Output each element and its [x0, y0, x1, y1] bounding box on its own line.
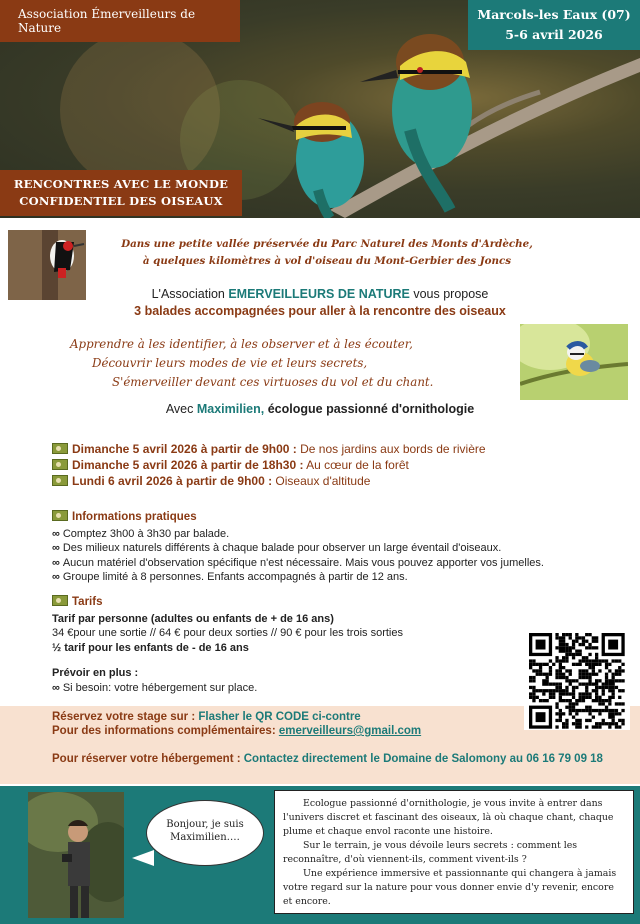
session-desc: Au cœur de la forêt: [303, 458, 409, 472]
speech-line: Maximilien….: [170, 832, 240, 843]
session-date: Dimanche 5 avril 2026 à partir de 9h00 :: [72, 442, 297, 456]
goal-line: Découvrir leurs modes de vie et leurs secrets,: [92, 356, 368, 370]
pricing-line: ½ tarif pour les enfants de - de 16 ans: [52, 641, 249, 654]
guide-bio: [274, 790, 634, 914]
infinity-icon: ∞: [52, 556, 60, 569]
info-title: Informations pratiques: [52, 510, 612, 525]
reserve-line: Réservez votre stage sur : Flasher le QR CODE ci-contre: [52, 711, 361, 723]
goal-line: Apprendre à les identifier, à les observer et à les écouter,: [70, 337, 413, 351]
session-date: Lundi 6 avril 2026 à partir de 9h00 :: [72, 474, 273, 488]
hero-banner: [0, 0, 640, 218]
speech-tail: [132, 850, 154, 866]
qr-code[interactable]: [524, 630, 630, 730]
session-item: [52, 473, 612, 489]
association-tag: Association Émerveilleurs de Nature: [0, 0, 240, 42]
intro-text: [92, 236, 562, 270]
info-item: ∞ Aucun matériel d'observation spécifique n'est nécessaire. Mais vous pouvez apporter vos jumelles.: [52, 556, 544, 569]
guide-prefix: Avec: [165, 402, 197, 416]
bio-paragraph: Une expérience immersive et passionnante qui changera à jamais votre regard sur la nature pour vous donner envie d'y revenir, encore et encore.: [283, 868, 617, 907]
session-desc: Oiseaux d'altitude: [272, 474, 371, 488]
session-desc: De nos jardins aux bords de rivière: [296, 442, 486, 456]
guide-name: Maximilien,: [196, 402, 265, 416]
speech-bubble: [146, 800, 264, 866]
bio-paragraph: Ecologue passionné d'ornithologie, je vous invite à entrer dans l'univers discret et fascinant des oiseaux, là où chaque chant, chaque plume et chaque envol raconte une histoire.: [283, 798, 614, 837]
session-item: [52, 457, 612, 473]
guide-line: [40, 402, 600, 416]
info-item: ∞ Des milieux naturels différents à chaque balade pour observer un large éventail d'oiseaux.: [52, 542, 502, 554]
sessions-list: [52, 441, 612, 489]
event-dates: 5-6 avril 2026: [505, 27, 603, 42]
extra-item: ∞ Si besoin: votre hébergement sur place.: [52, 681, 258, 694]
proposal-prefix: L'Association: [151, 287, 229, 301]
infinity-icon: ∞: [52, 681, 60, 694]
location-date-tag: [468, 0, 640, 50]
proposal: [40, 286, 600, 320]
calendar-bullet-icon: [52, 443, 68, 454]
location: Marcols-les Eaux (07): [477, 7, 631, 22]
guide-photo: [28, 792, 124, 918]
speech-line: Bonjour, je suis: [166, 819, 244, 830]
reserve-qr-text: Flasher le QR CODE ci-contre: [198, 711, 361, 723]
handwritten-goals: [70, 335, 500, 392]
intro-line: à quelques kilomètres à vol d'oiseau du Mont-Gerbier des Joncs: [142, 255, 512, 267]
pricing-line: 34 €pour une sortie // 64 € pour deux sorties // 90 € pour les trois sorties: [52, 627, 403, 639]
calendar-bullet-icon: [52, 510, 68, 521]
intro-line: Dans une petite vallée préservée du Parc Naturel des Monts d'Ardèche,: [121, 238, 533, 250]
goal-line: S'émerveiller devant ces virtuoses du vol et du chant.: [112, 375, 434, 389]
proposal-suffix: vous propose: [409, 287, 489, 301]
pricing-line: Tarif par personne (adultes ou enfants de + de 16 ans): [52, 612, 334, 625]
calendar-bullet-icon: [52, 459, 68, 470]
title-line: RENCONTRES AVEC LE MONDE: [13, 177, 229, 191]
email-link[interactable]: emerveilleurs@gmail.com: [278, 725, 422, 737]
proposal-headline: 3 balades accompagnées pour aller à la rencontre des oiseaux: [134, 304, 506, 318]
session-date: Dimanche 5 avril 2026 à partir de 18h30 :: [72, 458, 304, 472]
extra-title: Prévoir en plus :: [52, 667, 139, 679]
calendar-bullet-icon: [52, 595, 68, 606]
info-item: ∞ Groupe limité à 8 personnes. Enfants accompagnés à partir de 12 ans.: [52, 571, 408, 583]
bio-paragraph: Sur le terrain, je vous dévoile leurs secrets : comment les reconnaître, d'où viennent-ils, comment vivent-ils ?: [283, 840, 578, 865]
extra-needs: [52, 666, 512, 695]
title-line: CONFIDENTIEL DES OISEAUX: [19, 194, 223, 208]
event-title: [0, 170, 242, 216]
guide-role: écologue passionné d'ornithologie: [264, 402, 475, 416]
qr-code-icon: [524, 630, 630, 730]
lodging-contact: Contactez directement le Domaine de Salomony au 06 16 79 09 18: [243, 753, 603, 765]
pricing-title: Tarifs: [52, 595, 512, 610]
pricing: [52, 595, 512, 655]
infinity-icon: ∞: [52, 527, 60, 540]
session-item: [52, 441, 612, 457]
practical-info: [52, 510, 612, 585]
blue-tit-photo: [520, 324, 628, 400]
infinity-icon: ∞: [52, 571, 60, 583]
info-item: ∞ Comptez 3h00 à 3h30 par balade.: [52, 527, 230, 540]
infinity-icon: ∞: [52, 542, 60, 554]
info-line: Pour des informations complémentaires: emerveilleurs@gmail.com: [52, 725, 422, 737]
calendar-bullet-icon: [52, 475, 68, 486]
lodging-line: Pour réserver votre hébergement : Contactez directement le Domaine de Salomony au 06 16 79 09 18: [52, 753, 603, 765]
association-name: EMERVEILLEURS DE NATURE: [228, 287, 410, 301]
